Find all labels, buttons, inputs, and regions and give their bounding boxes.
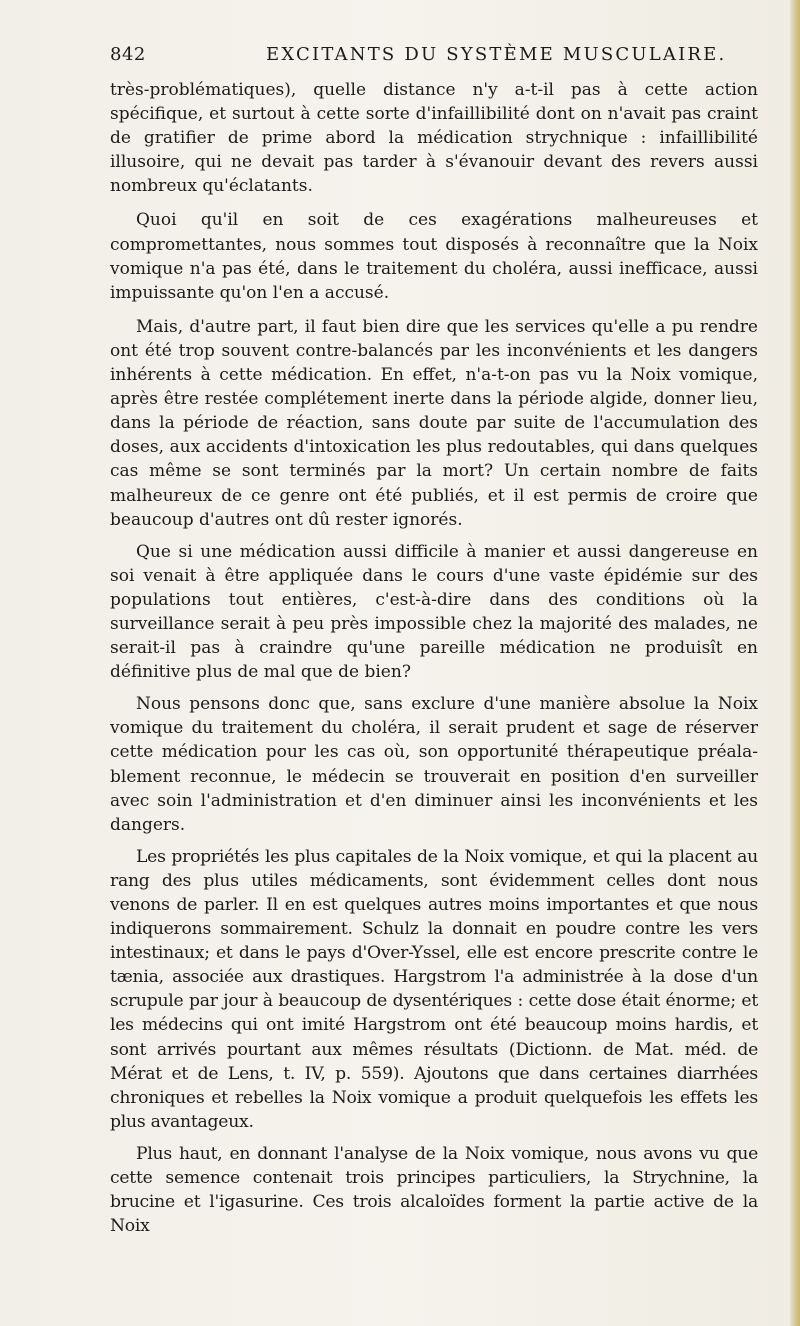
running-head: EXCITANTS DU SYSTÈME MUSCULAIRE.: [266, 44, 727, 65]
page-header: [110, 44, 750, 68]
paragraph-conclusion: Nous pensons donc que, sans exclure d'une manière absolue la Noix vomique du traitement du choléra, il serait prudent et sage de réserver cette médication pour les cas où, son opportunité thérapeutique préala-blement reconnue, le médecin se trouverait en position d'en surveiller avec soin l'administration et d'en diminuer ainsi les inconvénients et les dangers.: [110, 694, 758, 835]
page-number: 842: [110, 44, 146, 65]
paragraph-exaggerations: Quoi qu'il en soit de ces exagérations malheureuses et compromettantes, nous sommes tout disposés à reconnaître que la Noix vomique n'a pas été, dans le traitement du choléra, aussi inefficace, aussi impuissante qu'on l'en a accusé.: [110, 210, 758, 303]
paragraph-dangers: Mais, d'autre part, il faut bien dire que les services qu'elle a pu rendre ont été trop souvent contre-balancés par les inconvénients et les dangers inhérents à cette médication. En effet, n'a-t-on pas vu la Noix vomique, après être restée complétement inerte dans la période algide, donner lieu, dans la période de réaction, sans doute par suite de l'accumulation des doses, aux accidents d'intoxication les plus redoutables, qui dans quelques cas même se sont terminés par la mort? Un certain nombre de faits malheureux de ce genre ont été publiés, et il est permis de croire que beaucoup d'autres ont dû rester ignorés.: [110, 316, 758, 530]
paragraph-continuation: très-problématiques), quelle distance n'y a-t-il pas à cette action spécifique, et surtout à cette sorte d'infaillibilité dont on n'avait pas craint de gratifier de prime abord la médication strychnique : infaillibilité illusoire, qui ne devait pas tarder à s'évanouir devant des revers aussi nombreux qu'éclatants.: [110, 80, 758, 197]
body-text: [110, 78, 758, 1240]
page-edge: [790, 0, 800, 1326]
paragraph-properties: Les propriétés les plus capitales de la Noix vomique, et qui la placent au rang des plus utiles médicaments, sont évidemment celles dont nous venons de parler. Il en est quelques autres moins importantes et que nous indiquerons sommairement. Schulz la donnait en poudre contre les vers intestinaux; et dans le pays d'Over-Yssel, elle est encore prescrite contre le tænia, associée aux drastiques. Hargstrom l'a administrée à la dose d'un scrupule par jour à beaucoup de dysentériques : cette dose était énorme; et les médecins qui ont imité Hargstrom ont été beaucoup moins hardis, et sont arrivés pourtant aux mêmes résultats (Dictionn. de Mat. méd. de Mérat et de Lens, t. IV, p. 559). Ajoutons que dans certaines diarrhées chroniques et rebelles la Noix vomique a produit quelquefois les effets les plus avantageux.: [110, 846, 758, 1132]
paragraph-analysis: Plus haut, en donnant l'analyse de la Noix vomique, nous avons vu que cette semence contenait trois principes particuliers, la Strychnine, la brucine et l'igasurine. Ces trois alcaloïdes forment la partie active de la Noix: [110, 1143, 758, 1237]
paragraph-epidemic: Que si une médication aussi difficile à manier et aussi dangereuse en soi venait à être appliquée dans le cours d'une vaste épidémie sur des populations tout entières, c'est-à-dire dans des conditions où la surveillance serait à peu près impossible chez la majorité des malades, ne serait-il pas à craindre qu'une pareille médication ne produisît en définitive plus de mal que de bien?: [110, 541, 758, 683]
